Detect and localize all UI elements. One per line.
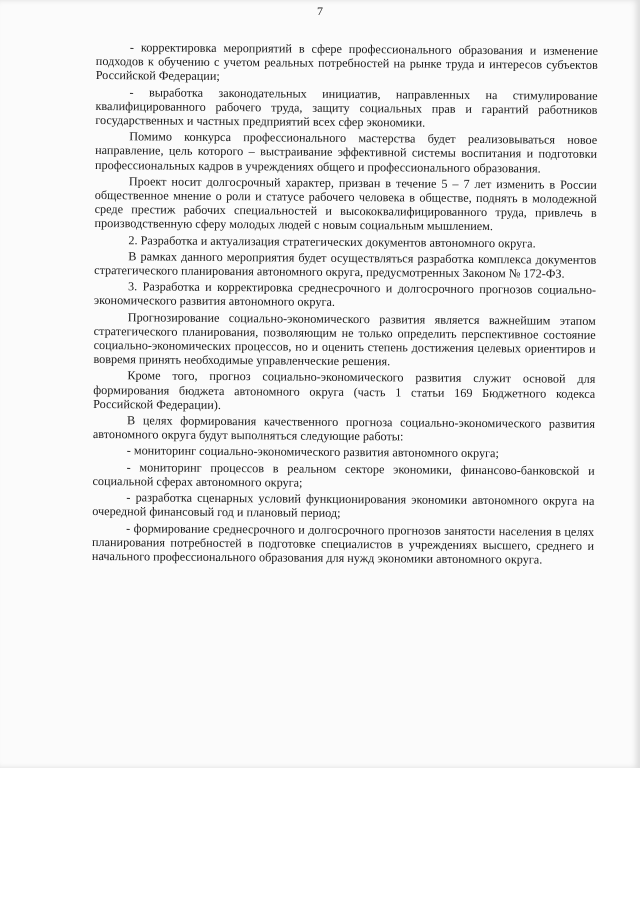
paragraph: Помимо конкурса профессионального мастерства будет реализовываться новое направление, цель которого – выстраивание эффективной системы воспитания и подготовки профессиональных кадров в учреждениях общего и профессионального образования.: [94, 129, 598, 176]
paragraph: Кроме того, прогноз социально-экономического развития служит основой для формирования бюджета автономного округа (часть 1 статьи 169 Бюджетного кодекса Российской Федерации).: [93, 368, 596, 412]
document-body: [92, 40, 598, 569]
paragraph: - формирование среднесрочного и долгосрочного прогнозов занятости населения в целях планирования потребностей в подготовке специалистов в учреждениях высшего, среднего и начального профессионального образования для нужд экономики автономного округа.: [91, 520, 595, 567]
paragraph: 2. Разработка и актуализация стратегических документов автономного округа.: [128, 232, 536, 251]
paragraph: - мониторинг социально-экономического развития автономного округа;: [126, 443, 499, 461]
paragraph: Проект носит долгосрочный характер, призван в течение 5 – 7 лет изменить в России общественное мнение о роли и статусе рабочего человека в обществе, поднять в молодежной среде престиж рабочих специальностей и высококвалифицированного труда, привлечь в производственную сферу молодых людей с новым социальным мышлением.: [94, 174, 597, 234]
paragraph: В целях формирования качественного прогноза социально-экономического развития автономного округа будут выполняться следующие работы:: [92, 413, 596, 444]
paragraph: - корректировка мероприятий в сфере профессионального образования и изменение подходов к обучению с учетом реальных потребностей на рынке труда и интересов субъектов Российской Федерации;: [95, 40, 598, 84]
paragraph: В рамках данного мероприятия будет осуществляться разработка комплекса документов стратегического планирования автономного округа, предусмотренных Законом № 172-ФЗ.: [94, 249, 597, 281]
paragraph: 3. Разработка и корректировка среднесрочного и долгосрочного прогнозов социально-экономического развития автономного округа.: [93, 279, 597, 310]
paragraph: - мониторинг процессов в реальном секторе экономики, финансово-банковской и социальной сферах автономного округа;: [92, 459, 595, 490]
paragraph: - выработка законодательных инициатив, направленных на стимулирование квалифицированного рабочего труда, защиту социальных прав и гарантий работников государственных и частных предприятий всех сфер экономики.: [95, 84, 598, 130]
paragraph: - разработка сценарных условий функционирования экономики автономного округа на очередной финансовый год и плановый период;: [92, 490, 595, 521]
paragraph: Прогнозирование социально-экономического развития является важнейшим этапом стратегического планирования, позволяющим не только определить перспективное состояние социально-экономических процессов, но и оценить степень достижения целевых ориентиров и вовремя принять необходимые управленческие решения.: [93, 309, 596, 369]
page-number: 7: [317, 4, 323, 18]
